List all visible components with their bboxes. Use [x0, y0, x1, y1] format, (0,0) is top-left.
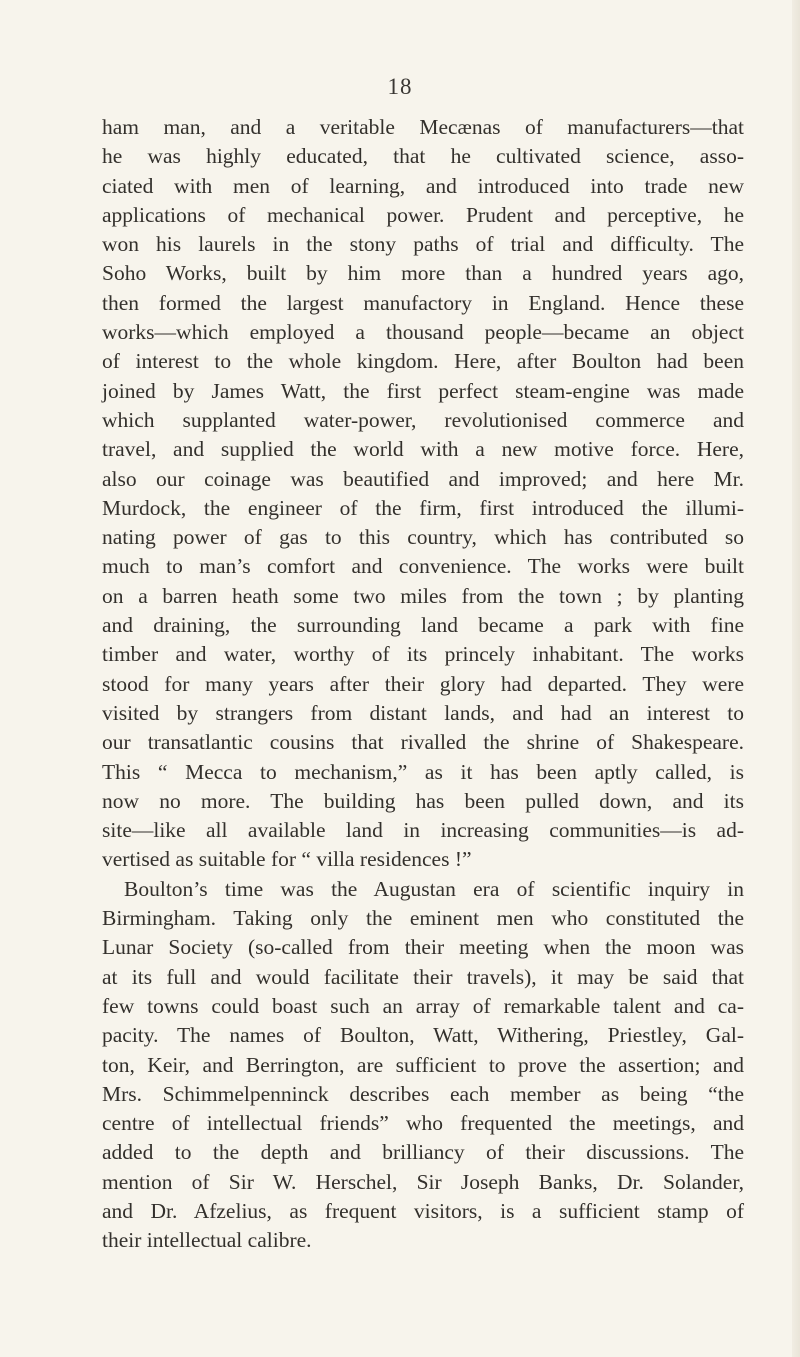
page-number: 18 [387, 74, 413, 99]
text-line: which supplanted water-power, revolutionised commerce and [102, 407, 744, 432]
text-line: ham man, and a veritable Mecænas of manufacturers—that [102, 115, 744, 139]
text-line: site—like all available land in increasing communities—is ad- [102, 818, 744, 843]
text-line: our transatlantic cousins that rivalled the shrine of Shakespeare. [102, 730, 744, 755]
text-line: Soho Works, built by him more than a hundred years ago, [102, 261, 744, 286]
text-line: Lunar Society (so-called from their meeting when the moon was [102, 935, 744, 960]
text-line: also our coinage was beautified and improved; and here Mr. [102, 466, 744, 491]
text-line: This “ Mecca to mechanism,” as it has been aptly called, is [102, 759, 744, 784]
text-line: added to the depth and brilliancy of their discussions. The [102, 1140, 744, 1165]
text-line: nating power of gas to this country, which has contributed so [102, 525, 744, 550]
text-line: few towns could boast such an array of remarkable talent and ca- [102, 993, 744, 1018]
text-line: visited by strangers from distant lands, and had an interest to [102, 700, 744, 725]
text-line: Birmingham. Taking only the eminent men who constituted the [102, 906, 744, 931]
page-edge [792, 0, 800, 1357]
text-line: stood for many years after their glory had departed. They were [102, 671, 744, 696]
text-line: now no more. The building has been pulled down, and its [102, 788, 744, 813]
text-line: at its full and would facilitate their travels), it may be said that [102, 964, 744, 989]
text-line: he was highly educated, that he cultivated science, asso- [102, 144, 744, 169]
text-line: vertised as suitable for “ villa residences !” [102, 847, 472, 872]
text-line: on a barren heath some two miles from the town ; by planting [102, 583, 744, 608]
text-line: of interest to the whole kingdom. Here, after Boulton had been [102, 349, 744, 374]
text-line: and Dr. Afzelius, as frequent visitors, is a sufficient stamp of [102, 1198, 744, 1223]
text-line: applications of mechanical power. Prudent and perceptive, he [102, 202, 744, 227]
text-line: and draining, the surrounding land became a park with fine [102, 613, 744, 638]
text-line: ciated with men of learning, and introduced into trade new [102, 173, 744, 198]
text-line: their intellectual calibre. [102, 1228, 312, 1253]
text-line: Mrs. Schimmelpenninck describes each member as being “the [102, 1081, 744, 1106]
text-line: much to man’s comfort and convenience. The works were built [102, 554, 744, 579]
text-line: then formed the largest manufactory in England. Hence these [102, 290, 744, 315]
text-line: joined by James Watt, the first perfect steam-engine was made [102, 378, 744, 403]
text-line: timber and water, worthy of its princely inhabitant. The works [102, 642, 744, 667]
text-line: centre of intellectual friends” who frequented the meetings, and [102, 1111, 744, 1136]
text-line: works—which employed a thousand people—became an object [102, 320, 744, 345]
text-line: Boulton’s time was the Augustan era of scientific inquiry in [124, 876, 744, 901]
text-line: pacity. The names of Boulton, Watt, Withering, Priestley, Gal- [102, 1023, 744, 1048]
text-line: Murdock, the engineer of the firm, first introduced the illumi- [102, 495, 744, 520]
text-line: mention of Sir W. Herschel, Sir Joseph Banks, Dr. Solander, [102, 1169, 744, 1194]
body-text [102, 113, 744, 1256]
text-line: ton, Keir, and Berrington, are sufficient to prove the assertion; and [102, 1052, 744, 1077]
text-line: travel, and supplied the world with a new motive force. Here, [102, 437, 744, 462]
text-line: won his laurels in the stony paths of trial and difficulty. The [102, 232, 744, 257]
